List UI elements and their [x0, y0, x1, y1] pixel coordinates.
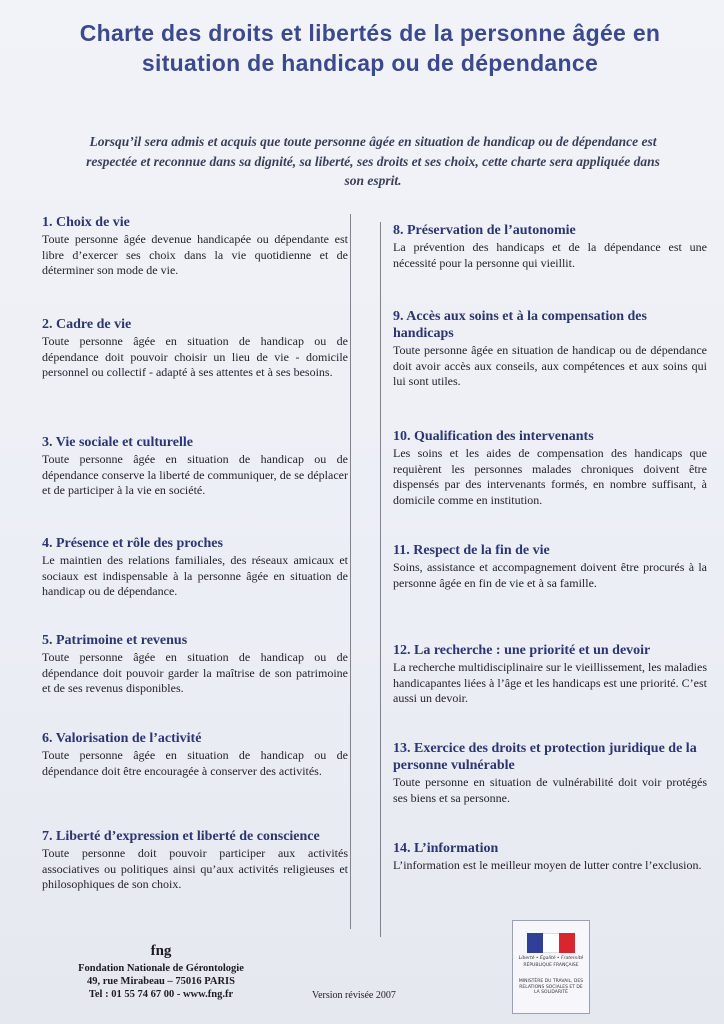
article-text: L’information est le meilleur moyen de lutter contre l’exclusion.	[393, 858, 702, 872]
article-14	[393, 840, 707, 874]
article-title: 4. Présence et rôle des proches	[42, 536, 223, 551]
intro-paragraph: Lorsqu’il sera admis et acquis que toute personne âgée en situation de handicap ou de dépendance est respectée et reconnue dans sa dignité, sa liberté, ses droits et ses choix, cette charte sera appliquée dans son esprit.	[86, 134, 660, 188]
ministry-name: MINISTÈRE DU TRAVAIL, DES RELATIONS SOCIALES ET DE LA SOLIDARITÉ	[518, 979, 584, 995]
org-address: 49, rue Mirabeau – 75016 PARIS	[87, 976, 235, 987]
article-1	[42, 214, 348, 279]
article-title: 12. La recherche : une priorité et un devoir	[393, 643, 651, 658]
article-9	[393, 308, 707, 390]
article-title: 3. Vie sociale et culturelle	[42, 435, 193, 450]
right-column	[380, 222, 711, 937]
article-title: 9. Accès aux soins et à la compensation des handicaps	[393, 309, 647, 341]
marianne-flag-icon	[527, 933, 575, 953]
article-title: 1. Choix de vie	[42, 215, 130, 230]
article-text: La recherche multidisciplinaire sur le vieillissement, les maladies handicapantes liées à l’âge et les handicaps est une priorité. C’est aussi un devoir.	[393, 660, 707, 705]
article-title: 14. L’information	[393, 841, 499, 856]
page-title: Charte des droits et libertés de la personne âgée en situation de handicap ou de dépendance	[79, 20, 661, 76]
article-text: Toute personne âgée devenue handicapée ou dépendante est libre d’exercer ses choix dans la vie quotidienne et de déterminer son mode de vie.	[42, 232, 348, 277]
article-text: Toute personne doit pouvoir participer aux activités associatives ou politiques ainsi qu’aux activités religieuses et philosophiques de son choix.	[42, 846, 348, 891]
version-note: Version révisée 2007	[312, 990, 396, 1001]
article-title: 2. Cadre de vie	[42, 317, 132, 332]
article-10	[393, 428, 707, 508]
article-13	[393, 740, 707, 806]
article-text: Toute personne âgée en situation de handicap ou de dépendance doit avoir accès aux conseils, aux compétences et aux soins qui lui sont utiles.	[393, 343, 707, 388]
org-contact: Tel : 01 55 74 67 00 - www.fng.fr	[88, 989, 234, 1000]
article-text: Toute personne âgée en situation de handicap ou de dépendance doit pouvoir garder la maîtrise de son patrimoine et de ses revenus disponibles.	[42, 650, 348, 695]
article-title: 8. Préservation de l’autonomie	[393, 223, 576, 238]
article-title: 5. Patrimoine et revenus	[42, 633, 188, 648]
article-title: 6. Valorisation de l’activité	[42, 731, 202, 746]
article-3	[42, 434, 348, 499]
article-12	[393, 642, 707, 707]
article-text: Soins, assistance et accompagnement doivent être procurés à la personne âgée en fin de vie et à sa famille.	[393, 560, 707, 590]
org-name: Fondation Nationale de Gérontologie	[78, 963, 244, 974]
article-text: Toute personne âgée en situation de handicap ou de dépendance conserve la liberté de communiquer, de se déplacer et de participer à la vie en société.	[42, 452, 348, 497]
fng-logo-text: fng	[150, 943, 172, 959]
article-4	[42, 535, 348, 600]
article-title: 7. Liberté d’expression et liberté de conscience	[42, 829, 320, 844]
left-column	[38, 214, 351, 929]
republic-name: RÉPUBLIQUE FRANÇAISE	[523, 963, 579, 968]
article-text: La prévention des handicaps et de la dépendance est une nécessité pour la personne qui vieillit.	[393, 240, 707, 270]
article-7	[42, 828, 348, 893]
article-title: 10. Qualification des intervenants	[393, 429, 594, 444]
article-text: Toute personne en situation de vulnérabilité doit voir protégés ses biens et sa personne.	[393, 775, 707, 805]
article-text: Le maintien des relations familiales, des réseaux amicaux et sociaux est indispensable à la personne âgée en situation de handicap ou de dépendance.	[42, 553, 348, 598]
article-8	[393, 222, 707, 271]
article-2	[42, 316, 348, 381]
article-text: Toute personne âgée en situation de handicap ou de dépendance doit être encouragée à conserver des activités.	[42, 748, 348, 778]
ministry-logo	[512, 920, 590, 1014]
article-title: 13. Exercice des droits et protection juridique de la personne vulnérable	[393, 741, 697, 773]
article-text: Toute personne âgée en situation de handicap ou de dépendance doit pouvoir choisir un lieu de vie - domicile personnel ou collectif - adapté à ses attentes et à ses besoins.	[42, 334, 348, 379]
article-6	[42, 730, 348, 779]
article-title: 11. Respect de la fin de vie	[393, 543, 550, 558]
article-5	[42, 632, 348, 697]
fng-footer	[46, 942, 276, 1001]
article-text: Les soins et les aides de compensation des handicaps que requièrent les personnes malades chroniques doivent être dispensés par des intervenants formés, en nombre suffisant, à domicile comme en institution.	[393, 446, 707, 507]
republic-motto: Liberté • Égalité • Fraternité	[518, 956, 584, 961]
article-11	[393, 542, 707, 591]
